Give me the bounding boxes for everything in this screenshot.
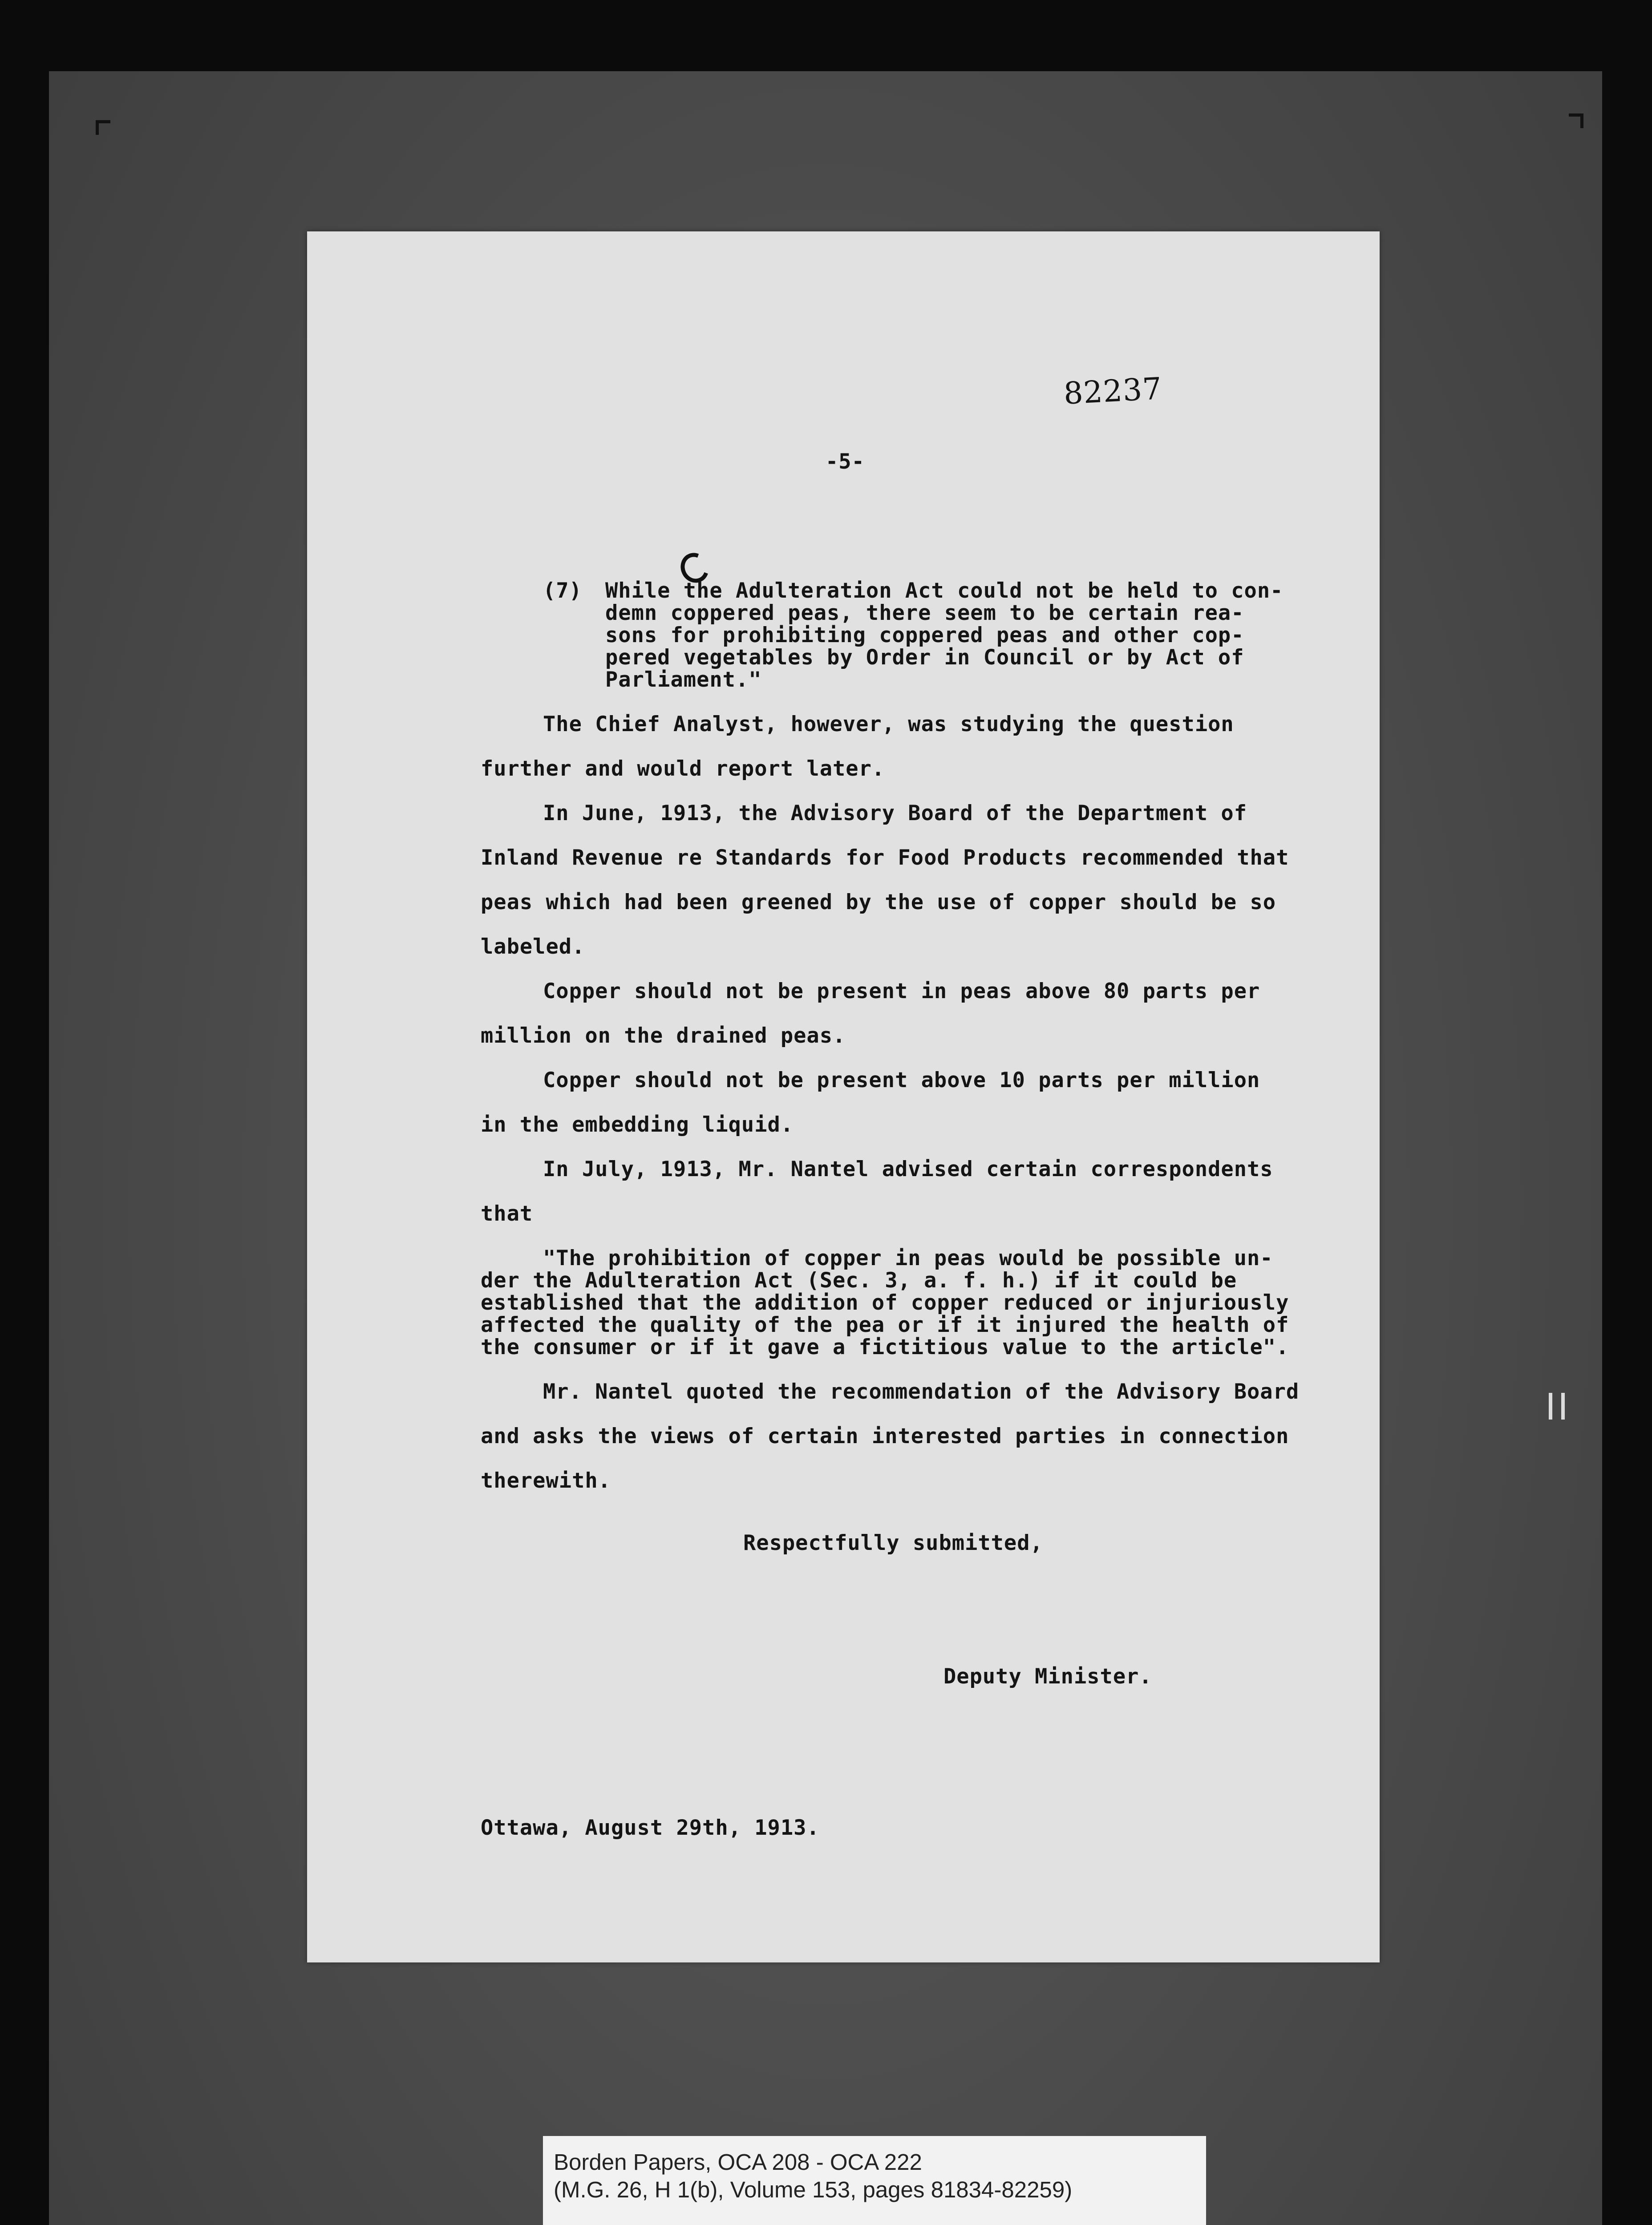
quote-line: Parliament." [605,668,762,692]
body-line: In June, 1913, the Advisory Board of the Department of [543,801,1247,825]
quote-line: der the Adulteration Act (Sec. 3, a. f. h.) if it could be [481,1268,1237,1293]
body-line: Mr. Nantel quoted the recommendation of the Advisory Board [543,1380,1300,1404]
item-marker: (7) [543,578,582,603]
film-artifact [1549,1393,1565,1420]
body-line: Copper should not be present above 10 parts per million [543,1068,1260,1092]
quote-line: demn coppered peas, there seem to be certain rea- [605,601,1244,625]
letter-page [307,231,1380,1962]
sign-off: Respectfully submitted, [743,1531,1043,1555]
body-line: peas which had been greened by the use of copper should be so [481,890,1276,914]
reference-line: Borden Papers, OCA 208 - OCA 222 [554,2149,922,2175]
body-line: further and would report later. [481,756,885,781]
body-line: that [481,1202,533,1226]
quote-line: pered vegetables by Order in Council or by Act of [605,645,1244,670]
body-line: In July, 1913, Mr. Nantel advised certain correspondents [543,1157,1273,1181]
quote-line: "The prohibition of copper in peas would be possible un- [543,1246,1273,1270]
place-date: Ottawa, August 29th, 1913. [481,1816,820,1840]
body-line: million on the drained peas. [481,1024,846,1048]
quote-line: affected the quality of the pea or if it injured the health of [481,1313,1289,1337]
quote-line: the consumer or if it gave a fictitious value to the article". [481,1335,1289,1359]
quote-line: sons for prohibiting coppered peas and other cop- [605,623,1244,647]
folio-number: 82237 [1063,371,1163,412]
quote-line: While the Adulteration Act could not be held to con- [605,578,1284,603]
body-line: The Chief Analyst, however, was studying the question [543,712,1234,736]
body-line: labeled. [481,934,585,959]
catalogue-reference-label [543,2136,1206,2225]
frame-corner-mark [96,120,110,135]
quote-line: established that the addition of copper reduced or injuriously [481,1290,1289,1315]
reference-line: (M.G. 26, H 1(b), Volume 153, pages 81834-82259) [554,2177,1073,2202]
body-line: and asks the views of certain interested parties in connection [481,1424,1289,1448]
body-line: Copper should not be present in peas above 80 parts per [543,979,1260,1003]
body-line: therewith. [481,1468,611,1493]
signatory-title: Deputy Minister. [943,1664,1152,1689]
body-line: in the embedding liquid. [481,1112,794,1137]
body-line: Inland Revenue re Standards for Food Products recommended that [481,846,1289,870]
frame-corner-mark [1569,113,1583,128]
page-number: -5- [826,449,865,474]
